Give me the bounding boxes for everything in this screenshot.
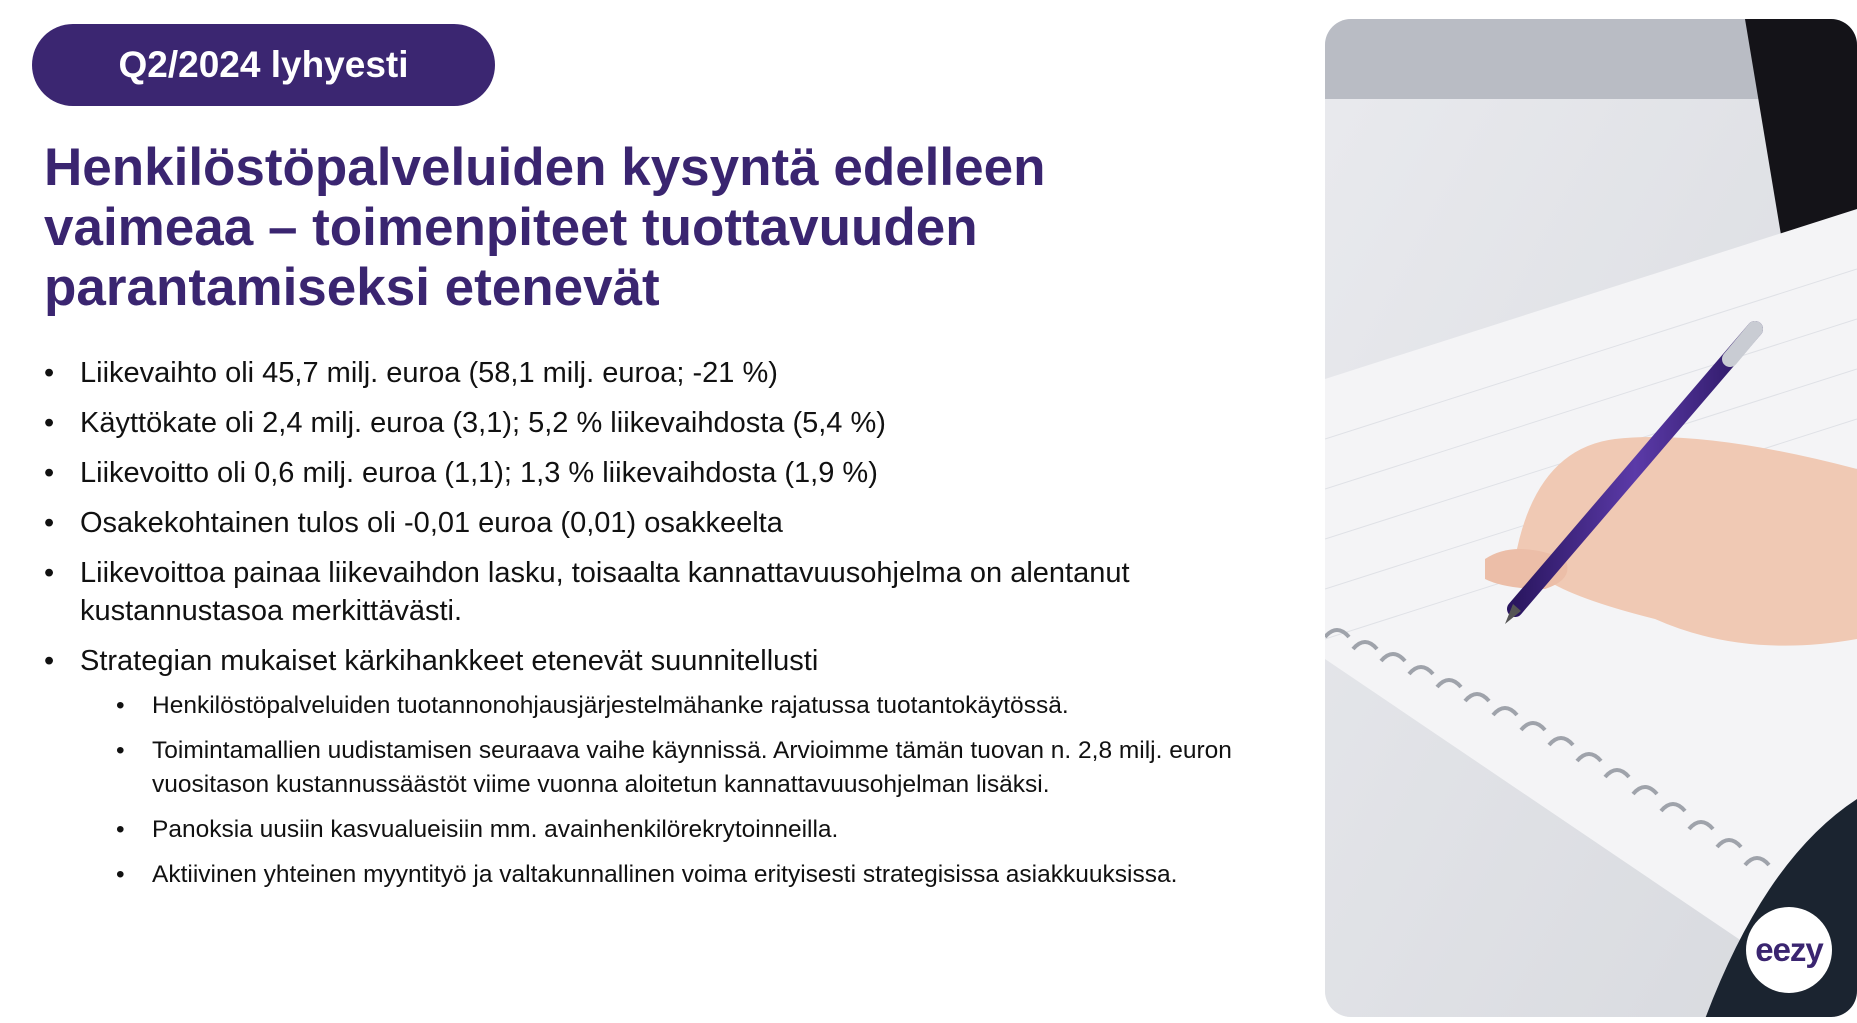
sub-list-item-text: Toimintamallien uudistamisen seuraava vaihe käynnissä. Arvioimme tämän tuovan n. 2,8 milj. euron vuositason kustannussäästöt viime vuonna aloitetun kannattavuusohjelman lisäksi. [152, 737, 1232, 798]
sub-list-item-text: Henkilöstöpalveluiden tuotannonohjausjärjestelmähanke rajatussa tuotantokäytössä. [152, 692, 1069, 719]
list-item [44, 354, 1309, 392]
photo-hand-writing-with-pen [1325, 19, 1857, 1017]
list-item [44, 454, 1309, 492]
eezy-logo [1746, 907, 1832, 993]
section-tag-label: Q2/2024 lyhyesti [118, 44, 409, 85]
sub-list-item-text: Aktiivinen yhteinen myyntityö ja valtakunnallinen voima erityisesti strategisissa asiakkuuksissa. [152, 861, 1178, 888]
list-item [44, 504, 1309, 542]
list-item-text: Liikevoitto oli 0,6 milj. euroa (1,1); 1,3 % liikevaihdosta (1,9 %) [80, 457, 878, 489]
sub-list-item [116, 689, 1309, 723]
list-item-text: Osakekohtainen tulos oli -0,01 euroa (0,01) osakkeelta [80, 507, 783, 539]
strategy-sub-list [116, 689, 1309, 892]
sub-list-item [116, 734, 1309, 802]
photo-illustration [1325, 19, 1857, 1017]
key-points-list [44, 354, 1309, 904]
sub-list-item [116, 858, 1309, 892]
slide-title [44, 138, 1254, 318]
list-item [44, 554, 1309, 630]
slide-title-line: vaimeaa – toimenpiteet tuottavuuden [44, 198, 978, 257]
list-item-text: Strategian mukaiset kärkihankkeet etenevät suunnitellusti [80, 645, 819, 677]
list-item-text: Käyttökate oli 2,4 milj. euroa (3,1); 5,2 % liikevaihdosta (5,4 %) [80, 407, 886, 439]
list-item [44, 642, 1309, 892]
list-item-text: Liikevaihto oli 45,7 milj. euroa (58,1 milj. euroa; -21 %) [80, 357, 778, 389]
list-item [44, 404, 1309, 442]
section-tag [32, 24, 495, 106]
eezy-logo-text: eezy [1755, 931, 1823, 968]
slide-title-line: parantamiseksi etenevät [44, 258, 660, 317]
sub-list-item [116, 813, 1309, 847]
list-item-text: Liikevoittoa painaa liikevaihdon lasku, toisaalta kannattavuusohjelma on alentanut kustannustasoa merkittävästi. [80, 557, 1130, 627]
sub-list-item-text: Panoksia uusiin kasvualueisiin mm. avainhenkilörekrytoinneilla. [152, 816, 839, 843]
slide-title-line: Henkilöstöpalveluiden kysyntä edelleen [44, 138, 1046, 197]
